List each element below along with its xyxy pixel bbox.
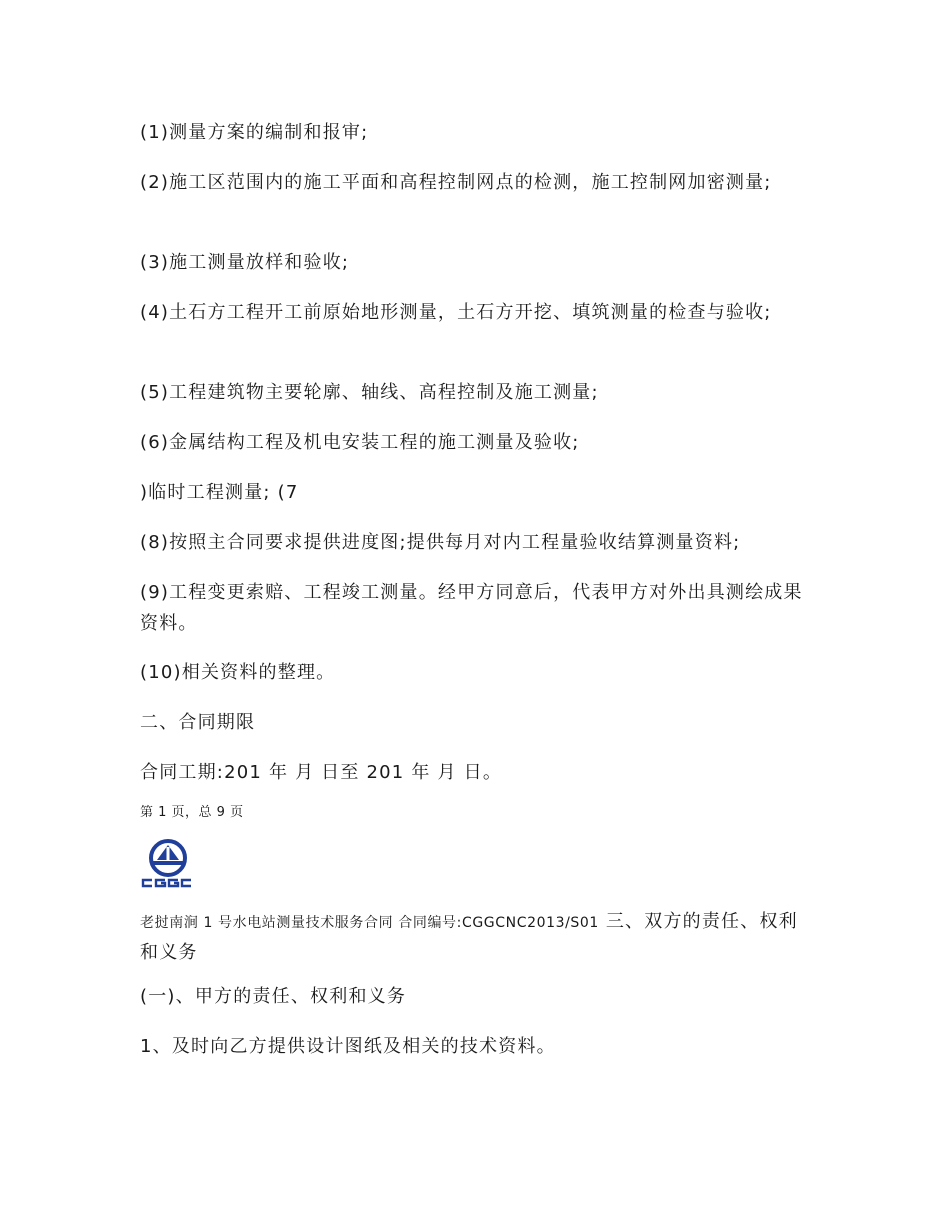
list-item: (2)施工区范围内的施工平面和高程控制网点的检测，施工控制网加密测量; <box>140 172 772 193</box>
subsection-heading: (一)、甲方的责任、权利和义务 <box>140 986 407 1007</box>
section-heading: 二、合同期限 <box>140 712 256 733</box>
list-item: (5)工程建筑物主要轮廓、轴线、高程控制及施工测量; <box>140 382 599 403</box>
list-item: (8)按照主合同要求提供进度图;提供每月对内工程量验收结算测量资料; <box>140 532 741 553</box>
page-footer: 第 1 页，总 9 页 <box>140 805 244 820</box>
contract-header <box>140 907 805 969</box>
contract-period: 合同工期:201 年 月 日至 201 年 月 日。 <box>140 762 503 783</box>
list-item: (1)测量方案的编制和报审; <box>140 122 369 143</box>
list-item: (10)相关资料的整理。 <box>140 662 336 683</box>
list-item: (4)土石方工程开工前原始地形测量，土石方开挖、填筑测量的检查与验收; <box>140 302 772 323</box>
list-item: )临时工程测量; (7 <box>140 482 299 503</box>
list-item: (9)工程变更索赔、工程竣工测量。经甲方同意后，代表甲方对外出具测绘成果资料。 <box>140 582 803 634</box>
list-item: (3)施工测量放样和验收; <box>140 252 350 273</box>
company-logo <box>140 838 196 892</box>
list-item: 1、及时向乙方提供设计图纸及相关的技术资料。 <box>140 1036 556 1057</box>
section-heading: 三、双方的责任、权利和义务 <box>140 911 798 963</box>
contract-title-number: 老挝南涧 1 号水电站测量技术服务合同 合同编号:CGGCNC2013/S01 <box>140 915 599 931</box>
list-item: (6)金属结构工程及机电安装工程的施工测量及验收; <box>140 432 580 453</box>
